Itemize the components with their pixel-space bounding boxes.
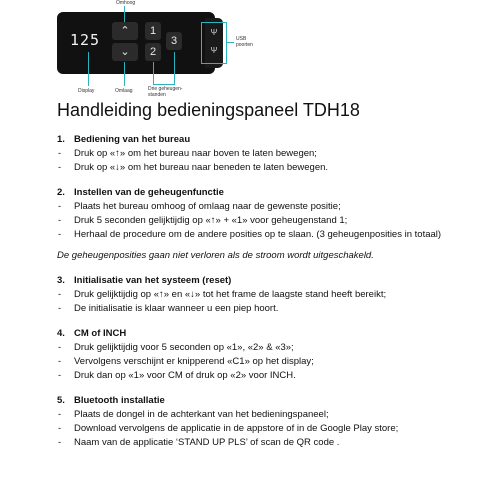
label-usb: USB poorten (236, 36, 253, 48)
up-button[interactable] (112, 22, 138, 40)
list-item: - Druk 5 seconden gelijktijdig op «↑» + «1» voor geheugenstand 1; (58, 215, 348, 226)
list-item: - Druk gelijktijdig voor 5 seconden op «1», «2» & «3»; (58, 342, 294, 353)
manual-content (57, 133, 467, 450)
usb-icon: Ψ (210, 46, 218, 55)
label-omhoog: Omhoog (116, 0, 136, 6)
section-3 (57, 274, 467, 316)
list-item: - Druk op «↑» om het bureau naar boven te laten bewegen; (58, 148, 317, 159)
callout-line (174, 52, 175, 84)
list-item: - Plaats het bureau omhoog of omlaag naar de gewenste positie; (58, 201, 341, 212)
usb-icon: Ψ (210, 28, 218, 37)
list-item: - De initialisatie is klaar wanneer u een piep hoort. (58, 303, 279, 314)
page-title: Handleiding bedieningspaneel TDH18 (57, 100, 360, 120)
section-title: 2. Instellen van de geheugenfunctie (57, 187, 224, 198)
control-panel-figure (0, 0, 480, 100)
label-geheugen: Drie geheugen- standen (148, 86, 183, 98)
down-button[interactable] (112, 43, 138, 61)
section-note: De geheugenposities gaan niet verloren als de stroom wordt uitgeschakeld. (57, 250, 374, 261)
section-title: 5. Bluetooth installatie (57, 395, 165, 406)
usb-callout-box (201, 22, 227, 64)
list-item: - Vervolgens verschijnt er knipperend «C1» op het display; (58, 356, 314, 367)
callout-line (226, 42, 234, 43)
section-title: 3. Initialisatie van het systeem (reset) (57, 275, 232, 286)
callout-line (153, 62, 154, 84)
panel-display: 125 (70, 31, 101, 49)
callout-line (88, 52, 89, 86)
label-omlaag: Omlaag (115, 88, 133, 94)
memory-button-3[interactable]: 3 (166, 32, 182, 50)
list-item: - Druk op «↓» om het bureau naar beneden te laten bewegen. (58, 162, 329, 173)
section-5 (57, 394, 467, 450)
list-item: - Druk gelijktijdig op «↑» en «↓» tot het frame de laagste stand heeft bereikt; (58, 289, 387, 300)
label-display: Display (78, 88, 95, 94)
callout-line (124, 62, 125, 86)
list-item: - Druk dan op «1» voor CM of druk op «2» voor INCH. (58, 370, 296, 381)
list-item: - Plaats de dongel in de achterkant van het bedieningspaneel; (58, 409, 329, 420)
memory-button-2[interactable]: 2 (145, 43, 161, 61)
callout-line (124, 6, 125, 22)
section-title: 4. CM of INCH (57, 328, 127, 339)
callout-line (153, 84, 175, 85)
memory-button-1[interactable]: 1 (145, 22, 161, 40)
section-4 (57, 327, 467, 383)
section-2 (57, 186, 467, 263)
chevron-down-icon: ⌄ (120, 46, 130, 58)
list-item: - Herhaal de procedure om de andere posities op te slaan. (3 geheugenposities in totaal) (58, 229, 442, 240)
chevron-up-icon: ⌃ (120, 25, 130, 37)
section-title: 1. Bediening van het bureau (57, 134, 191, 145)
list-item: - Download vervolgens de applicatie in de appstore of in de Google Play store; (58, 423, 399, 434)
list-item: - Naam van de applicatie ‘STAND UP PLS’ of scan de QR code . (58, 437, 340, 448)
section-1 (57, 133, 467, 175)
